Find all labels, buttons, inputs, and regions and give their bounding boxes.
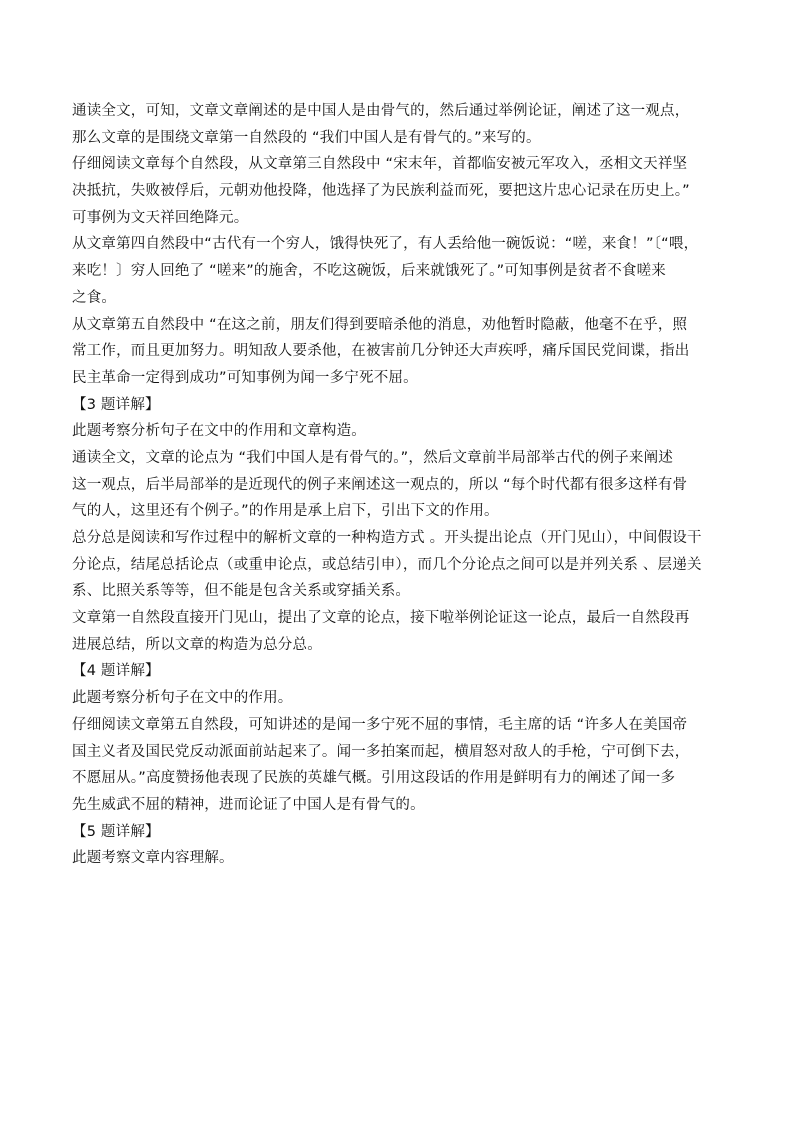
text-line: 通读全文，可知，文章文章阐述的是中国人是由骨气的，然后通过举例论证，阐述了这一观点， [72, 103, 690, 119]
text-line: 通读全文，文章的论点为 “我们中国人是有骨气的。”，然后文章前半局部举古代的例子来阐述 [72, 449, 673, 466]
text-line: 气的人，这里还有个例子。”的作用是承上启下，引出下文的作用。 [72, 503, 499, 520]
text-line: 先生威武不屈的精神，进而论证了中国人是有骨气的。 [72, 796, 425, 813]
text-line: 民主革命一定得到成功”可知事例为闻一多宁死不屈。 [72, 369, 418, 386]
document-body [72, 98, 732, 872]
section-heading-q5: 【5 题详解】 [72, 823, 160, 840]
text-line: 仔细阅读文章第五自然段，可知讲述的是闻一多宁死不屈的事情，毛主席的话 “许多人在美国帝 [72, 716, 688, 733]
text-line: 仔细阅读文章每个自然段，从文章第三自然段中 “宋末年，首都临安被元军攻入，丞相文天祥坚 [72, 156, 688, 173]
text-line: 常工作，而且更加努力。明知敌人要杀他，在被害前几分钟还大声疾呼，痛斥国民党间谍，指出 [72, 343, 690, 360]
text-line: 来吃！〕穷人回绝了 “嗟来”的施舍，不吃这碗饭，后来就饿死了。”可知事例是贫者不食嗟来 [72, 263, 666, 280]
text-line: 不愿屈从。”高度赞扬他表现了民族的英雄气概。引用这段话的作用是鲜明有力的阐述了闻一多 [72, 770, 676, 787]
section-heading-q4: 【4 题详解】 [72, 663, 160, 680]
text-line: 这一观点，后半局部举的是近现代的例子来阐述这一观点的，所以 “每个时代都有很多这样有骨 [72, 476, 688, 493]
text-line: 国主义者及国民党反动派面前站起来了。闻一多拍案而起，横眉怒对敌人的手枪，宁可倒下去， [72, 743, 690, 760]
text-line: 系、比照关系等等，但不能是包含关系或穿插关系。 [72, 583, 411, 600]
section-heading-q3: 【3 题详解】 [72, 396, 160, 413]
text-line: 此题考察分析句子在文中的作用。 [72, 690, 293, 707]
text-line: 分论点，结尾总括论点（或重申论点，或总结引申），而几个分论点之间可以是并列关系 、层递关 [72, 556, 702, 573]
text-line: 那么文章的是围绕文章第一自然段的 “我们中国人是有骨气的。”来写的。 [72, 129, 541, 146]
text-line: 之食。 [72, 289, 117, 306]
text-line: 文章第一自然段直接开门见山，提出了文章的论点，接下啦举例论证这一论点，最后一自然段再 [72, 610, 690, 627]
text-line: 此题考察文章内容理解。 [72, 850, 234, 867]
text-line: 进展总结，所以文章的构造为总分总。 [72, 636, 322, 653]
text-line: 决抵抗，失败被俘后，元朝劝他投降，他选择了为民族利益而死，要把这片忠心记录在历史上。” [72, 183, 690, 200]
text-line: 从文章第五自然段中 “在这之前，朋友们得到要暗杀他的消息，劝他暂时隐蔽，他毫不在乎，照 [72, 316, 688, 333]
text-line: 此题考察分析句子在文中的作用和文章构造。 [72, 423, 366, 440]
text-line: 总分总是阅读和写作过程中的解析文章的一种构造方式 。开头提出论点（开门见山），中间假设干 [72, 530, 702, 546]
text-line: 从文章第四自然段中“古代有一个穷人，饿得快死了，有人丢给他一碗饭说：“嗟，来食！”〔“喂， [72, 236, 699, 253]
text-line: 可事例为文天祥回绝降元。 [72, 209, 249, 226]
